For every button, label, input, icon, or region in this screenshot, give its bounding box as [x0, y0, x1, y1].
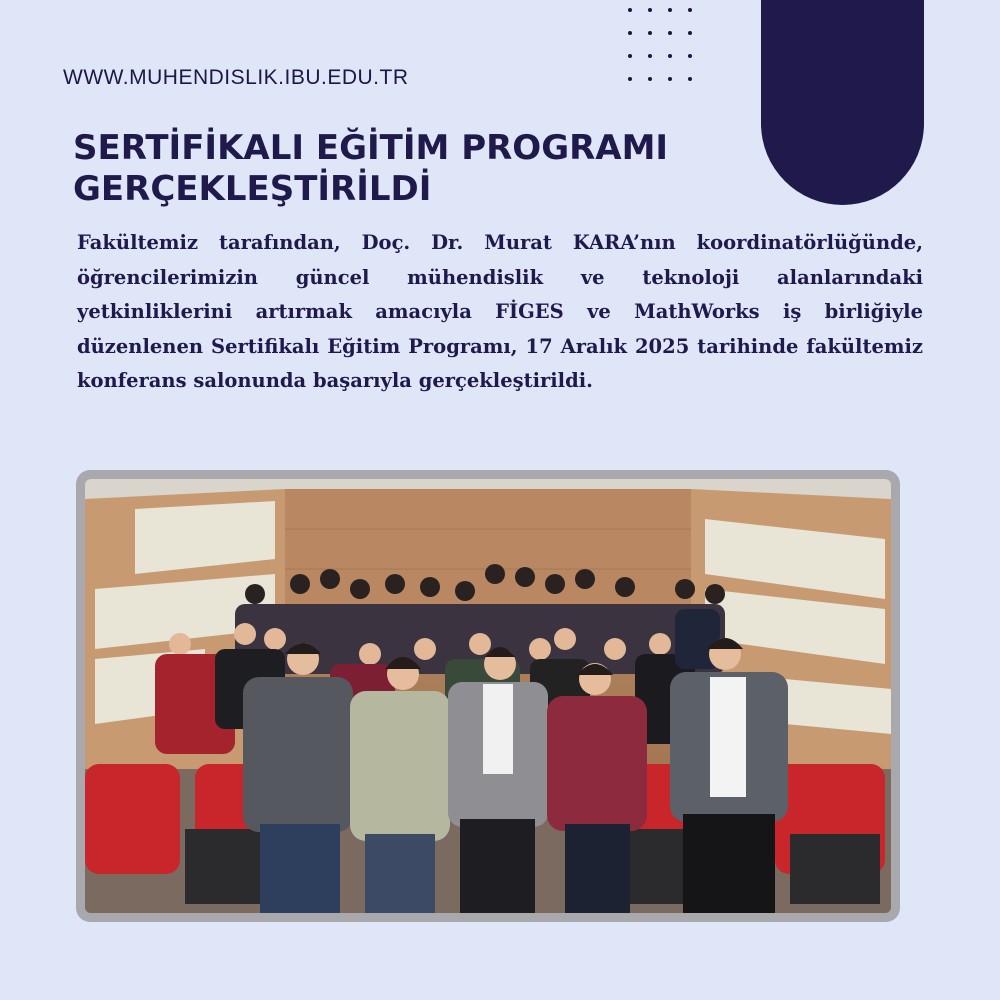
dot-grid-decoration	[628, 8, 708, 100]
photo-frame	[76, 470, 900, 922]
website-url: WWW.MUHENDISLIK.IBU.EDU.TR	[63, 66, 409, 89]
article-body: Fakültemiz tarafından, Doç. Dr. Murat KARA’nın koordinatörlüğünde, öğrencilerimizin güncel mühendislik ve teknoloji alanlarındaki yetkinliklerini artırmak amacıyla FİGES ve MathWorks iş birliğiyle düzenlenen Sertifikalı Eğitim Programı, 17 Aralık 2025 tarihinde fakültemiz konferans salonunda başarıyla gerçekleştirildi.	[77, 231, 923, 392]
group-photo	[85, 479, 891, 913]
group-photo-illustration	[85, 479, 891, 913]
page-title: SERTİFİKALI EĞİTİM PROGRAMI GERÇEKLEŞTİRİLDİ	[73, 128, 669, 209]
pill-shape-decoration	[761, 0, 924, 205]
